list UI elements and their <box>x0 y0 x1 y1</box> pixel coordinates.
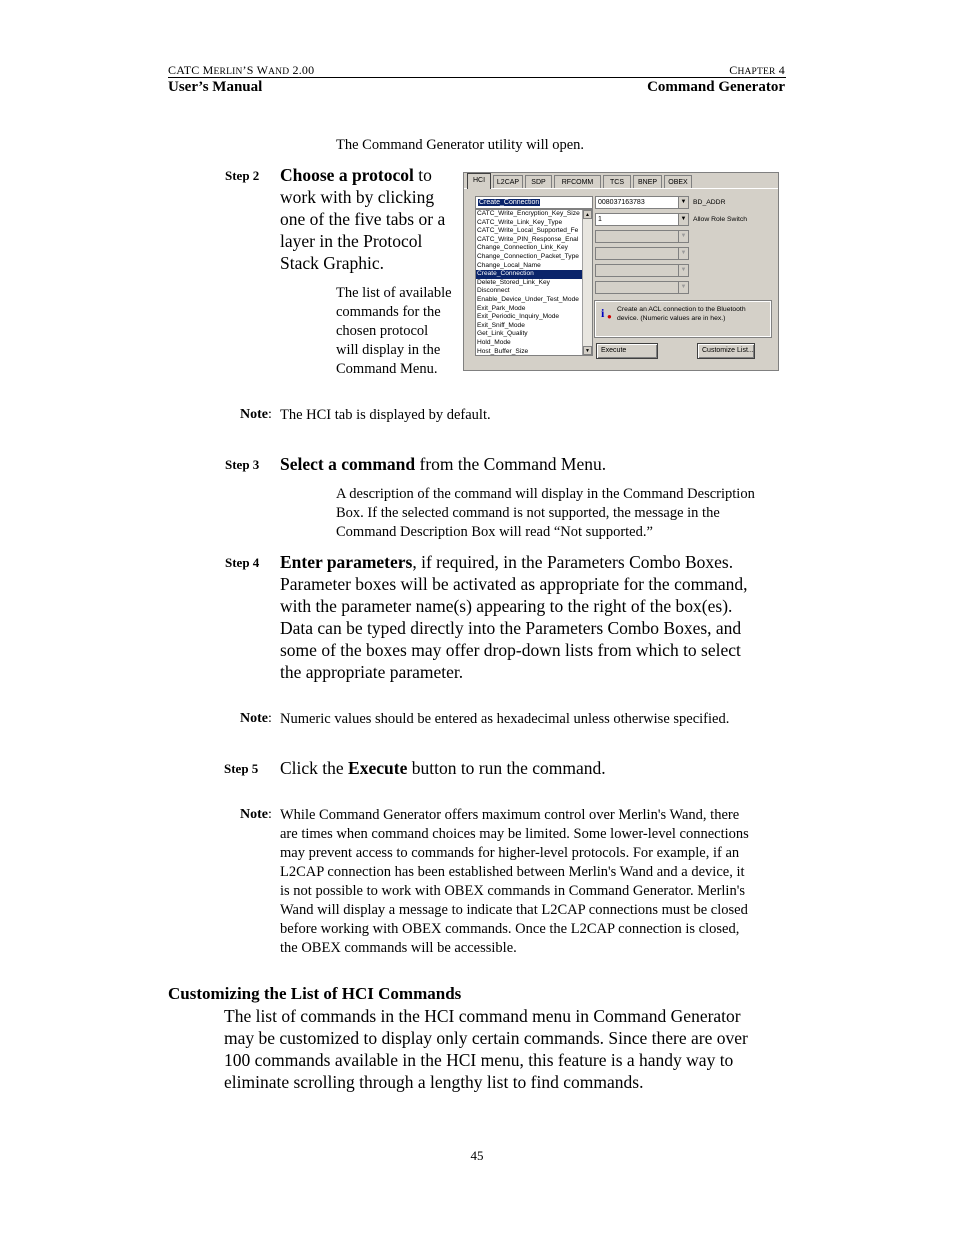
tab-bnep[interactable]: BNEP <box>633 175 662 189</box>
dropdown-arrow-icon: ▼ <box>678 231 688 242</box>
tab-obex[interactable]: OBEX <box>664 175 692 189</box>
list-item[interactable]: Change_Connection_Packet_Type <box>477 252 579 260</box>
header-rule <box>168 77 786 78</box>
step-5-text: Click the Execute button to run the command. <box>280 758 606 778</box>
step-4-text: Enter parameters, if required, in the Parameters Combo Boxes. Parameter boxes will be activated as appropriate for the command, with the parameter name(s) appearing to the right of the box(es). Data can be typed directly into the Parameters Combo Boxes, and some of the boxes may offer drop-down lists from which to select the appropriate parameter. <box>280 552 748 682</box>
step-2-subtext: The list of available commands for the chosen protocol will display in the Command Menu. <box>336 285 452 377</box>
dropdown-arrow-icon[interactable]: ▼ <box>678 197 688 208</box>
list-item[interactable]: Change_Connection_Link_Key <box>477 244 568 252</box>
scroll-up-icon[interactable]: ▲ <box>583 210 592 219</box>
list-scrollbar[interactable] <box>582 210 592 355</box>
step-3-text: Select a command from the Command Menu. <box>280 454 607 474</box>
dropdown-arrow-icon[interactable]: ▼ <box>678 214 688 225</box>
list-item[interactable]: Exit_Sniff_Mode <box>477 321 525 329</box>
list-item-selected[interactable]: Create_Connection <box>476 270 583 279</box>
command-input[interactable]: Create_Connection <box>475 196 593 209</box>
dropdown-arrow-icon: ▼ <box>678 265 688 276</box>
section-body: The list of commands in the HCI command menu in Command Generator may be customized to display only certain commands. Since there are over 100 commands available in the HCI menu, this feature is a handy way to eliminate scrolling through a lengthy list to find commands. <box>224 1006 748 1092</box>
command-generator-panel <box>463 172 779 371</box>
tab-tcs[interactable]: TCS <box>603 175 631 189</box>
intro-text: The Command Generator utility will open. <box>336 137 585 153</box>
manual-title: User’s Manual <box>168 79 263 95</box>
note-1: Note: <box>240 407 272 422</box>
running-header-left: CATC MERLIN’S WAND 2.00 <box>168 63 315 77</box>
step-3-subtext: A description of the command will display in the Command Description Box. If the selected command is not supported, the message in the Command Description Box will read “Not supported.” <box>336 486 755 540</box>
param-combo-6[interactable] <box>595 281 689 294</box>
step-2-text: Choose a protocol to work with by clicking one of the five tabs or a layer in the Protocol Stack Graphic. <box>280 165 446 273</box>
step-2-label: Step 2 <box>225 168 260 183</box>
step-4-label: Step 4 <box>225 555 260 570</box>
command-list[interactable] <box>475 209 593 356</box>
note-3-text: While Command Generator offers maximum control over Merlin's Wand, there are times when command choices may be limited. Some lower-level connections may prevent access to commands for higher-level protocols. For example, if an L2CAP connection has been established between Merlin's Wand and a device, it is not possible to work with OBEX commands in Command Generator. Merlin's Wand will display a message to indicate that L2CAP connections must be closed before working with OBEX commands. Once the L2CAP connection is closed, the OBEX commands will be accessible. <box>280 807 749 956</box>
tab-sdp[interactable]: SDP <box>525 175 552 189</box>
list-item[interactable]: CATC_Write_PIN_Response_Enal <box>477 235 579 243</box>
list-item[interactable]: CATC_Write_Local_Supported_Fe <box>477 227 579 235</box>
param-role-switch-combo[interactable]: 1 ▼ <box>595 213 689 226</box>
param-bd-addr-label: BD_ADDR <box>693 199 726 206</box>
customize-list-button[interactable]: Customize List... <box>697 343 755 359</box>
tab-rfcomm[interactable]: RFCOMM <box>554 175 601 189</box>
tab-hci[interactable]: HCI <box>467 173 491 189</box>
step-3-label: Step 3 <box>225 457 260 472</box>
step-2-bold: Choose a protocol <box>280 165 414 185</box>
chapter-title: Command Generator <box>647 79 785 95</box>
tab-l2cap[interactable]: L2CAP <box>493 175 523 189</box>
note-2-text: Numeric values should be entered as hexadecimal unless otherwise specified. <box>280 711 730 727</box>
command-description-text: Create an ACL connection to the Bluetooth device. (Numeric values are in hex.) <box>617 306 746 322</box>
list-item[interactable]: Exit_Park_Mode <box>477 304 526 312</box>
note-1-text: The HCI tab is displayed by default. <box>280 407 491 423</box>
step-5-label: Step 5 <box>224 761 259 776</box>
dropdown-arrow-icon: ▼ <box>678 248 688 259</box>
list-item[interactable]: Exit_Periodic_Inquiry_Mode <box>477 313 560 321</box>
list-item[interactable]: CATC_Write_Link_Key_Type <box>477 218 563 226</box>
list-item[interactable]: Get_Link_Quality <box>477 330 528 338</box>
tab-strip-rule <box>464 188 778 189</box>
note-3: Note: <box>240 807 272 822</box>
scroll-down-icon[interactable]: ▼ <box>583 346 592 355</box>
list-item[interactable]: Enable_Device_Under_Test_Mode <box>477 295 579 303</box>
list-item[interactable]: CATC_Write_Encryption_Key_Size <box>477 210 580 217</box>
list-item[interactable]: Host_Buffer_Size <box>477 347 529 355</box>
list-item[interactable]: Change_Local_Name <box>477 261 541 269</box>
param-combo-3[interactable] <box>595 230 689 243</box>
dropdown-arrow-icon: ▼ <box>678 282 688 293</box>
param-bd-addr-combo[interactable]: 008037163783 ▼ <box>595 196 689 209</box>
running-header-right: CHAPTER 4 <box>729 63 785 77</box>
note-2: Note: <box>240 711 272 726</box>
execute-button[interactable]: Execute <box>596 343 658 359</box>
info-icon: i ● <box>601 306 612 321</box>
list-item[interactable]: Disconnect <box>477 287 510 295</box>
param-role-switch-label: Allow Role Switch <box>693 216 748 223</box>
list-item[interactable]: Hold_Mode <box>477 338 511 346</box>
command-description-box <box>595 301 771 337</box>
list-item[interactable]: Delete_Stored_Link_Key <box>477 278 550 286</box>
page-number: 45 <box>470 1148 484 1163</box>
param-combo-4[interactable] <box>595 247 689 260</box>
param-combo-5[interactable] <box>595 264 689 277</box>
section-heading: Customizing the List of HCI Commands <box>168 984 462 1003</box>
